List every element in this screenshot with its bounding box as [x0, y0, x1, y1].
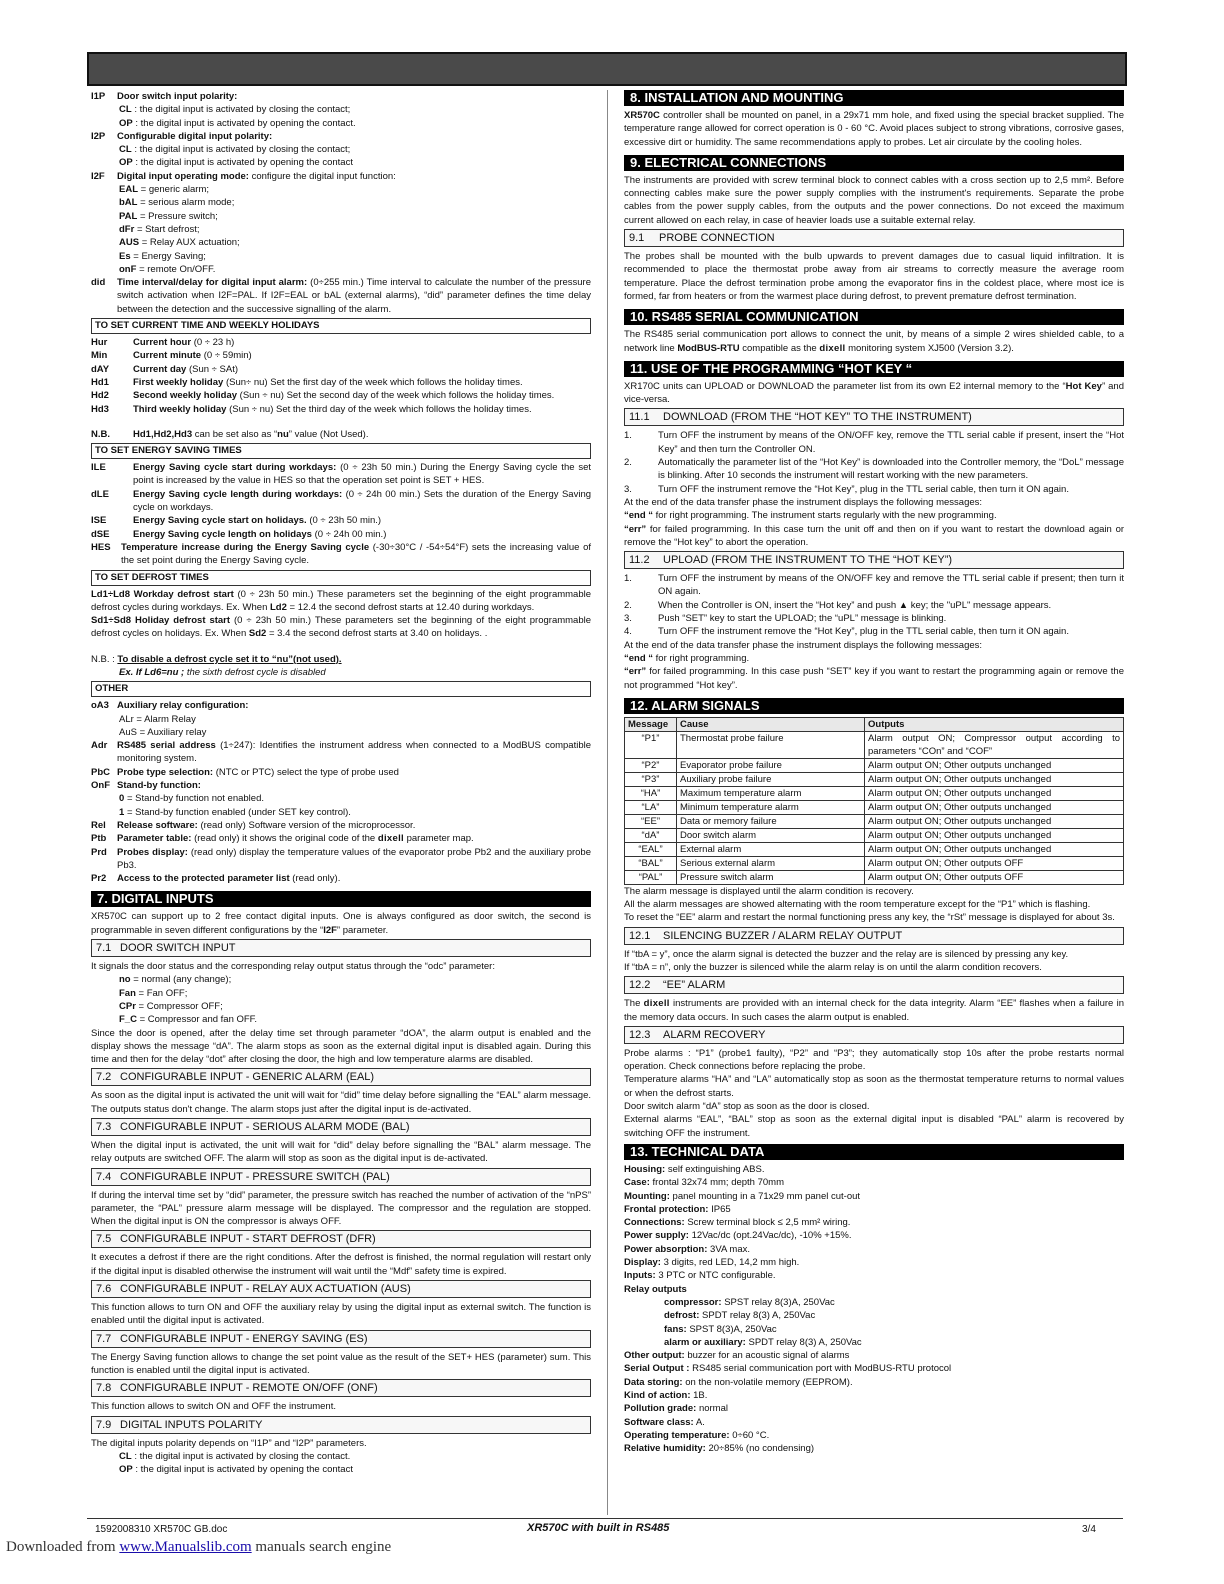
dixell-logo: dixell [377, 833, 404, 845]
param-hur: Hur Current hour (0 ÷ 23 h) [91, 337, 235, 349]
manualslib-link[interactable]: www.Manualslib.com [119, 1539, 252, 1555]
alarm-table [624, 717, 1124, 885]
dixell-logo: dixell [819, 342, 846, 354]
section-7-title: 7. DIGITAL INPUTS [91, 891, 591, 907]
section-11-2-title: 11.2 UPLOAD (FROM THE INSTRUMENT TO THE “HOT KEY”) [624, 551, 1124, 569]
footer-title: XR570C with built in RS485 [527, 1522, 670, 1534]
left-column: I1P Door switch input polarity: CL : the digital input is activated by closing the contact; OP : the digital input is activated by opening the contact. I2P Configurable digital input polarity: CL : the digital input is activated by closing the contact; OP : the digital input is activated by opening the contact I2F Digital input operating mode: configure the digital input function: EAL = generic alarm; bAL = serious alarm mode; PAL = Pressure switch; dFr = Start defrost; AUS = Relay AUX actuation; Es = Energy Saving; onF = remote On/OFF. did Time interval/delay for digital input alarm: (0÷255 min.) Time interval to calculate the number of the pressure switch activation when I2F=PAL. If I2F=EAL or bAL (external alarms), “did” parameter defines the time delay between the detection and the successive signalling of the alarm. TO SET CURRENT TIME AND WEEKLY HOLIDAYS Hur Current hour (0 ÷ 23 h) Min Current minute (0 ÷ 59min) dAY Current day (Sun ÷ SAt) Hd1 First weekly holiday (Sun÷ nu) Set the first day of the week which follows the holiday times. Hd2 Second weekly holiday (Sun ÷ nu) Set the second day of the week which follows the holiday times. Hd3 Third weekly holiday (Sun ÷ nu) Set the third day of the week which follows the holiday times. N.B. Hd1,Hd2,Hd3 can be set also as “nu” value (Not Used). TO SET ENERGY SAVING TIMES ILE Energy Saving cycle start during workdays: (0 ÷ 23h 50 min.) During the Energy Saving cycle the set point is increased by the value in HES so that the operation set point is SET + HES. dLE Energy Saving cycle length during workdays: (0 ÷ 24h 00 min.) Sets the duration of the Energy Saving cycle on workdays. ISE Energy Saving cycle start on holidays. (0 ÷ 23h 50 min.) dSE Energy Saving cycle length on holidays (0 ÷ 24h 00 min.) HES Temperature increase during the Energy Saving cycle (-30÷30°C / -54÷54°F) sets the increasing value of the set point during the Energy Saving cycle. TO SET DEFROST TIMES Ld1÷Ld8 Workday defrost start (0 ÷ 23h 50 min.) These parameters set the beginning of the eight programmable defrost cycles during workdays. Ex. When Ld2 = 12.4 the second defrost starts at 12.40 during workdays. Sd1÷Sd8 Holiday defrost start (0 ÷ 23h 50 min.) These parameters set the beginning of the eight programmable defrost cycles on holidays. Ex. When Sd2 = 3.4 the second defrost starts at 3.40 on holidays. . N.B. : To disable a defrost cycle set it to “nu”(not used). Ex. If Ld6=nu ; the sixth defrost cycle is disabled OTHER oA3 Auxiliary relay configuration: ALr = Alarm Relay AuS = Auxiliary relay Adr RS485 serial address (1÷247): Identifies the instrument address when connected to a ModBUS compatible monitoring system. PbC Probe type selection: (NTC or PTC) select the type of probe used OnF Stand-by function: 0 = Stand-by function not enabled. 1 = Stand-by function enabled (under SET key control). Rel Release software: (read only) Software version of the microprocessor. Ptb Parameter table: (read only) it shows the original code of the dixell parameter map. Prd Probes display: (read only) display the temperature values of the evaporator probe Pb2 and the auxiliary probe Pb3. Pr2 Access to the protected parameter list (read only). 7. DIGITAL INPUTS XR570C can support up to 2 free contact digital inputs. One is always configured as door switch, the second is programmable in seven different configurations by the “I2F” parameter. 7.1 DOOR SWITCH INPUT It signals the door status and the corresponding relay output status through the “odc” parameter: no = normal (any change); Fan = Fan OFF; CPr = Compressor OFF; F_C = Compressor and fan OFF. Since the door is opened, after the delay time set through parameter “dOA”, the alarm output is enabled and the display shows the message “dA”. The alarm stops as soon as the external digital input is disabled again. During this time and then for the delay “dot” after closing the door, the high and low temperature alarms are disabled. 7.2 CONFIGURABLE INPUT - GENERIC ALARM (EAL) As soon as the digital input is activated the unit will wait for “did” time delay before signalling the “EAL” alarm message. The outputs status don't change. The alarm stops just after the digital input is de-activated. 7.3 CONFIGURABLE INPUT - SERIOUS ALARM MODE (BAL) When the digital input is activated, the unit will wait for “did” delay before signalling the “BAL” alarm message. The relay outputs are switched OFF. The alarm will stop as soon as the digital input is de-activated. 7.4 CONFIGURABLE INPUT - PRESSURE SWITCH (PAL) If during the interval time set by “did” parameter, the pressure switch has reached the number of activation of the “nPS” parameter, the “PAL” pressure alarm message will be displayed. The compressor and the regulation are stopped. When the digital input is ON the compressor is always OFF. 7.5 CONFIGURABLE INPUT - START DEFROST (DFR) It executes a defrost if there are the right conditions. After the defrost is finished, the normal regulation will restart only if the digital input is disabled otherwise the instrument will wait until the “Mdf” safety time is expired. 7.6 CONFIGURABLE INPUT - RELAY AUX ACTUATION (AUS) This function allows to turn ON and OFF the auxiliary relay by using the digital input as external switch. The function is enabled until the digital input is activated. 7.7 CONFIGURABLE INPUT - ENERGY SAVING (ES) The Energy Saving function allows to change the set point value as the result of the SET+ HES (parameter) sum. This function is enabled until the digital input is activated. 7.8 CONFIGURABLE INPUT - REMOTE ON/OFF (ONF) This function allows to switch ON and OFF the instrument. 7.9 DIGITAL INPUTS POLARITY The digital inputs polarity depends on “I1P” and “I2P” parameters. CL : the digital input is activated by closing the contact. OP : the digital input is activated by opening the contact [91, 91, 592, 1476]
i2f-opt-0: EAL = generic alarm; [119, 184, 210, 196]
section-12-2-title: 12.2 “EE” ALARM [624, 976, 1124, 994]
right-column: 8. INSTALLATION AND MOUNTING XR570C controller shall be mounted on panel, in a 29x71 mm hole, and fixed using the special bracket supplied. The temperature range allowed for correct operation is 0 - 60 °C. Avoid places subject to strong vibrations, corrosive gases, excessive dirt or humidity. The same recommendations apply to probes. Let air circulate by the cooling holes. 9. ELECTRICAL CONNECTIONS The instruments are provided with screw terminal block to connect cables with a cross section up to 2,5 mm². Before connecting cables make sure the power supply complies with the instrument's requirements. Separate the probe cables from the power supply cables, from the outputs and the power connections. Do not exceed the maximum current allowed on each relay, in case of heavier loads use a suitable external relay. 9.1 PROBE CONNECTION The probes shall be mounted with the bulb upwards to prevent damages due to casual liquid infiltration. It is recommended to place the thermostat probe away from air streams to correctly measure the average room temperature. Place the defrost termination probe among the evaporator fins in the coldest place, where most ice is formed, far from heaters or from the warmest place during defrost, to prevent premature defrost termination. 10. RS485 SERIAL COMMUNICATION The RS485 serial communication port allows to connect the unit, by means of a simple 2 wires shielded cable, to a network line ModBUS-RTU compatible as the dixell monitoring system XJ500 (Version 3.2). 11. USE OF THE PROGRAMMING “HOT KEY “ XR170C units can UPLOAD or DOWNLOAD the parameter list from its own E2 internal memory to the “Hot Key” and vice-versa. 11.1 DOWNLOAD (FROM THE “HOT KEY” TO THE INSTRUMENT) 1. Turn OFF the instrument by means of the ON/OFF key, remove the TTL serial cable if present, insert the “Hot Key” and then turn the Controller ON. 2. Automatically the parameter list of the “Hot Key” is downloaded into the Controller memory, the “DoL” message is blinking. After 10 seconds the instrument will restart working with the new parameters. 3. Turn OFF the instrument remove the “Hot Key”, plug in the TTL serial cable, then turn it ON again. At the end of the data transfer phase the instrument displays the following messages: “end “ for right programming. The instrument starts regularly with the new programming. “err” for failed programming. In this case turn the unit off and then on if you want to restart the download again or remove the “Hot key” to abort the operation. 11.2 UPLOAD (FROM THE INSTRUMENT TO THE “HOT KEY”) 1. Turn OFF the instrument by means of the ON/OFF key and remove the TTL serial cable if present; then turn it ON again. 2. When the Controller is ON, insert the “Hot key” and push ▲ key; the "uPL" message appears. 3. Push “SET” key to start the UPLOAD; the “uPL” message is blinking. 4. Turn OFF the instrument remove the “Hot Key”, plug in the TTL serial cable, then turn it ON again. At the end of the data transfer phase the instrument displays the following messages: “end “ for right programming. “err” for failed programming. In this case push “SET” key if you want to restart the programming again or remove the not programmed “Hot key”. 12. ALARM SIGNALS Message Cause Outputs “P1” Thermostat probe failure Alarm output ON; Compressor output according to parameters “COn” and “COF” “P2” Evaporator probe failure Alarm output ON; Other outputs unchanged “P3” Auxiliary probe failure Alarm output ON; Other outputs unchanged “HA” Maximum temperature alarm Alarm output ON; Other outputs unchanged “LA” Minimum temperature alarm Alarm output ON; Other outputs unchanged “EE” Data or memory failure Alarm output ON; Other outputs unchanged “dA” Door switch alarm Alarm output ON; Other outputs unchanged “EAL” External alarm Alarm output ON; Other outputs unchanged “BAL” Serious external alarm Alarm output ON; Other outputs OFF “PAL” Pressure switch alarm Alarm output ON; Other outputs OFF The alarm message is displayed until the alarm condition is recovery. All the alarm messages are showed alternating with the room temperature except for the “P1” which is flashing. To reset the “EE” alarm and restart the normal functioning press any key, the “rSt” message is displayed for about 3s. 12.1 SILENCING BUZZER / ALARM RELAY OUTPUT If “tbA = y”, once the alarm signal is detected the buzzer and the relay are is silenced by pressing any key. If “tbA = n”, only the buzzer is silenced while the alarm relay is on until the alarm condition recovers. 12.2 “EE” ALARM The dixell instruments are provided with an internal check for the data integrity. Alarm “EE” flashes when a failure in the memory data occurs. In such cases the alarm output is enabled. 12.3 ALARM RECOVERY Probe alarms : “P1” (probe1 faulty), “P2” and “P3”; they automatically stop 10s after the probe restarts normal operation. Check connections before replacing the probe. Temperature alarms “HA” and “LA” automatically stop as soon as the thermostat temperature returns to normal values or when the defrost starts. Door switch alarm “dA” stop as soon as the door is closed. External alarms “EAL”, “BAL” stop as soon as the external digital input is disabled “PAL” alarm is recovered by switching OFF the instrument. 13. TECHNICAL DATA Housing: self extinguishing ABS. Case: frontal 32x74 mm; depth 70mm Mounting: panel mounting in a 71x29 mm panel cut-out Frontal protection: IP65 Connections: Screw terminal block ≤ 2,5 mm² wiring. Power supply: 12Vac/dc (opt.24Vac/dc), -10% +15%. Power absorption: 3VA max. Display: 3 digits, red LED, 14,2 mm high. Inputs: 3 PTC or NTC configurable. Relay outputs compressor: SPST relay 8(3)A, 250Vac defrost: SPDT relay 8(3) A, 250Vac fans: SPST 8(3)A, 250Vac alarm or auxiliary: SPDT relay 8(3) A, 250Vac Other output: buzzer for an acoustic signal of alarms Serial Output : RS485 serial communication port with ModBUS-RTU protocol Data storing: on the non-volatile memory (EEPROM). Kind of action: 1B. Pollution grade: normal Software class: A. Operating temperature: 0÷60 °C. Relative humidity: 20÷85% (no condensing) [624, 90, 1125, 1455]
i2f-opt-4: AUS = Relay AUX actuation; [119, 237, 240, 249]
section-7-2-title: 7.2 CONFIGURABLE INPUT - GENERIC ALARM (EAL) [91, 1068, 591, 1086]
param-hd3: Hd3 Third weekly holiday (Sun ÷ nu) Set the third day of the week which follows the holiday times. [91, 403, 532, 415]
i2f-opt-3: dFr = Start defrost; [119, 223, 200, 235]
footer-page-number: 3/4 [1082, 1524, 1096, 1535]
param-dse: dSE Energy Saving cycle length on holidays (0 ÷ 24h 00 min.) [91, 528, 387, 540]
section-11-title: 11. USE OF THE PROGRAMMING “HOT KEY “ [624, 361, 1124, 377]
param-day: dAY Current day (Sun ÷ SAt) [91, 363, 239, 375]
i2f-opt-6: onF = remote On/OFF. [119, 263, 216, 275]
list-item: 3. Push “SET” key to start the UPLOAD; the “uPL” message is blinking. [624, 613, 947, 625]
box-time-holidays: TO SET CURRENT TIME AND WEEKLY HOLIDAYS [91, 318, 591, 334]
i2f-opt-2: PAL = Pressure switch; [119, 210, 218, 222]
param-pr2: Pr2 Access to the protected parameter list (read only). [91, 873, 341, 885]
list-item: 2. When the Controller is ON, insert the “Hot key” and push ▲ key; the "uPL" message appears. [624, 599, 1052, 611]
note-holidays: N.B. Hd1,Hd2,Hd3 can be set also as “nu” value (Not Used). [91, 428, 369, 440]
param-i1p: I1P Door switch input polarity: [91, 91, 238, 102]
section-11-1-title: 11.1 DOWNLOAD (FROM THE “HOT KEY” TO THE INSTRUMENT) [624, 408, 1124, 426]
param-i2p: I2P Configurable digital input polarity: [91, 130, 273, 142]
param-hes: HES Temperature increase during the Energy Saving cycle (-30÷30°C / -54÷54°F) sets the increasing value of the set point during the Energy Saving cycle. [91, 541, 592, 567]
param-did: did Time interval/delay for digital input alarm: (0÷255 min.) Time interval to calculate the number of the pressure switch activation when I2F=PAL. If I2F=EAL or bAL (external alarms), “did” parameter defines the time delay between the detection and the successive signalling of the alarm. [91, 277, 591, 315]
param-hd1: Hd1 First weekly holiday (Sun÷ nu) Set the first day of the week which follows the holiday times. [91, 376, 523, 388]
upload-steps [624, 572, 1124, 638]
section-7-5-title: 7.5 CONFIGURABLE INPUT - START DEFROST (DFR) [91, 1230, 591, 1248]
table-row: “PAL” Pressure switch alarm Alarm output ON; Other outputs OFF [625, 870, 1124, 884]
table-header: Message [625, 717, 677, 731]
param-ptb: Ptb Parameter table: (read only) it shows the original code of the dixell parameter map. [91, 833, 474, 845]
section-13-title: 13. TECHNICAL DATA [624, 1144, 1124, 1160]
box-other: OTHER [91, 681, 591, 697]
section-7-4-title: 7.4 CONFIGURABLE INPUT - PRESSURE SWITCH (PAL) [91, 1168, 591, 1186]
section-7-1-title: 7.1 DOOR SWITCH INPUT [91, 939, 591, 957]
section-9-1-title: 9.1 PROBE CONNECTION [624, 229, 1124, 247]
dixell-logo: dixell [643, 998, 670, 1010]
section-7-text: XR570C can support up to 2 free contact digital inputs. One is always configured as door switch, the second is programmable in seven different configurations by the “I2F” parameter. [91, 911, 591, 936]
param-prd: Prd Probes display: (read only) display the temperature values of the evaporator probe Pb2 and the auxiliary probe Pb3. [91, 846, 591, 871]
table-row: “EE” Data or memory failure Alarm output ON; Other outputs unchanged [625, 814, 1124, 828]
list-item: 4. Turn OFF the instrument remove the “Hot Key”, plug in the TTL serial cable, then turn it ON again. [624, 626, 1069, 638]
param-rel: Rel Release software: (read only) Software version of the microprocessor. [91, 819, 416, 831]
table-row: “HA” Maximum temperature alarm Alarm output ON; Other outputs unchanged [625, 786, 1124, 800]
header-bar [87, 52, 1127, 86]
param-onf: OnF Stand-by function: [91, 780, 201, 792]
table-row: “P2” Evaporator probe failure Alarm output ON; Other outputs unchanged [625, 758, 1124, 772]
param-ile: ILE Energy Saving cycle start during workdays: (0 ÷ 23h 50 min.) During the Energy Saving cycle the set point is increased by the value in HES so that the operation set point is SET + HES. [91, 462, 591, 487]
i2f-opt-1: bAL = serious alarm mode; [119, 197, 235, 209]
param-i2f: I2F Digital input operating mode: configure the digital input function: [91, 170, 396, 182]
param-dle: dLE Energy Saving cycle length during workdays: (0 ÷ 24h 00 min.) Sets the duration of the Energy Saving cycle on workdays. [91, 488, 592, 514]
i2f-opt-5: Es = Energy Saving; [119, 250, 206, 262]
param-min: Min Current minute (0 ÷ 59min) [91, 350, 252, 362]
table-row: “dA” Door switch alarm Alarm output ON; Other outputs unchanged [625, 828, 1124, 842]
tech-data: Housing: self extinguishing ABS. Case: frontal 32x74 mm; depth 70mm Mounting: panel mounting in a 71x29 mm panel cut-out Frontal protection: IP65 Connections: Screw terminal block ≤ 2,5 mm² wiring. Power supply: 12Vac/dc (opt.24Vac/dc), -10% +15%. Power absorption: 3VA max. Display: 3 digits, red LED, 14,2 mm high. Inputs: 3 PTC or NTC configurable. Relay outputs compressor: SPST relay 8(3)A, 250Vac defrost: SPDT relay 8(3) A, 250Vac fans: SPST 8(3)A, 250Vac alarm or auxiliary: SPDT relay 8(3) A, 250Vac Other output: buzzer for an acoustic signal of alarms Serial Output : RS485 serial communication port with ModBUS-RTU protocol Data storing: on the non-volatile memory (EEPROM). Kind of action: 1B. Pollution grade: normal Software class: A. Operating temperature: 0÷60 °C. Relative humidity: 20÷85% (no condensing) [624, 1163, 952, 1455]
param-sd: Sd1÷Sd8 Holiday defrost start (0 ÷ 23h 50 min.) These parameters set the beginning of the eight programmable defrost cycles on holidays. Ex. When Sd2 = 3.4 the second defrost starts at 3.40 on holidays. . [91, 615, 592, 640]
param-ld: Ld1÷Ld8 Workday defrost start (0 ÷ 23h 50 min.) These parameters set the beginning of the eight programmable defrost cycles during workdays. Ex. When Ld2 = 12.4 the second defrost starts at 12.40 during workdays. [91, 588, 592, 613]
table-row: “P3” Auxiliary probe failure Alarm output ON; Other outputs unchanged [625, 772, 1124, 786]
section-7-9-title: 7.9 DIGITAL INPUTS POLARITY [91, 1416, 591, 1434]
param-oa3: oA3 Auxiliary relay configuration: [91, 700, 249, 712]
column-divider [607, 90, 608, 1515]
section-7-6-title: 7.6 CONFIGURABLE INPUT - RELAY AUX ACTUATION (AUS) [91, 1280, 591, 1298]
section-7-8-title: 7.8 CONFIGURABLE INPUT - REMOTE ON/OFF (ONF) [91, 1379, 591, 1397]
table-row: “BAL” Serious external alarm Alarm output ON; Other outputs OFF [625, 856, 1124, 870]
param-hd2: Hd2 Second weekly holiday (Sun ÷ nu) Set the second day of the week which follows the holiday times. [91, 390, 555, 402]
box-energy-saving: TO SET ENERGY SAVING TIMES [91, 443, 591, 459]
table-row: “LA” Minimum temperature alarm Alarm output ON; Other outputs unchanged [625, 800, 1124, 814]
box-defrost-times: TO SET DEFROST TIMES [91, 570, 591, 586]
table-header: Outputs [865, 717, 1124, 731]
table-row: “EAL” External alarm Alarm output ON; Other outputs unchanged [625, 842, 1124, 856]
section-12-1-title: 12.1 SILENCING BUZZER / ALARM RELAY OUTPUT [624, 927, 1124, 945]
footer-doc-code: 1592008310 XR570C GB.doc [95, 1524, 228, 1535]
list-item: 3. Turn OFF the instrument remove the “Hot Key”, plug in the TTL serial cable, then turn it ON again. [624, 483, 1069, 495]
section-10-title: 10. RS485 SERIAL COMMUNICATION [624, 309, 1124, 325]
param-ise: ISE Energy Saving cycle start on holidays. (0 ÷ 23h 50 min.) [91, 515, 382, 527]
table-header: Cause [677, 717, 865, 731]
section-8-title: 8. INSTALLATION AND MOUNTING [624, 90, 1124, 106]
list-item: 1. Turn OFF the instrument by means of the ON/OFF key and remove the TTL serial cable if present; then turn it ON again. [624, 573, 1124, 598]
section-12-3-title: 12.3 ALARM RECOVERY [624, 1026, 1124, 1044]
list-item: 1. Turn OFF the instrument by means of the ON/OFF key, remove the TTL serial cable if present, insert the “Hot Key” and then turn the Controller ON. [624, 430, 1124, 455]
download-steps [624, 429, 1124, 495]
note-defrost: N.B. : To disable a defrost cycle set it to “nu”(not used). [91, 653, 342, 665]
section-9-title: 9. ELECTRICAL CONNECTIONS [624, 155, 1124, 171]
section-12-title: 12. ALARM SIGNALS [624, 698, 1124, 714]
param-adr: Adr RS485 serial address (1÷247): Identifies the instrument address when connected to a ModBUS compatible monitoring system. [91, 740, 592, 765]
list-item: 2. Automatically the parameter list of the “Hot Key” is downloaded into the Controller memory, the “DoL” message is blinking. After 10 seconds the instrument will restart working with the new parameters. [624, 457, 1124, 482]
section-7-3-title: 7.3 CONFIGURABLE INPUT - SERIOUS ALARM MODE (BAL) [91, 1118, 591, 1136]
param-pbc: PbC Probe type selection: (NTC or PTC) select the type of probe used [91, 766, 399, 778]
download-banner: Downloaded from www.Manualslib.com manuals search engine [6, 1539, 392, 1555]
section-7-7-title: 7.7 CONFIGURABLE INPUT - ENERGY SAVING (ES) [91, 1330, 591, 1348]
footer-rule [87, 1518, 1123, 1519]
table-row: “P1” Thermostat probe failure Alarm output ON; Compressor output according to parameters “COn” and “COF” [625, 731, 1124, 758]
